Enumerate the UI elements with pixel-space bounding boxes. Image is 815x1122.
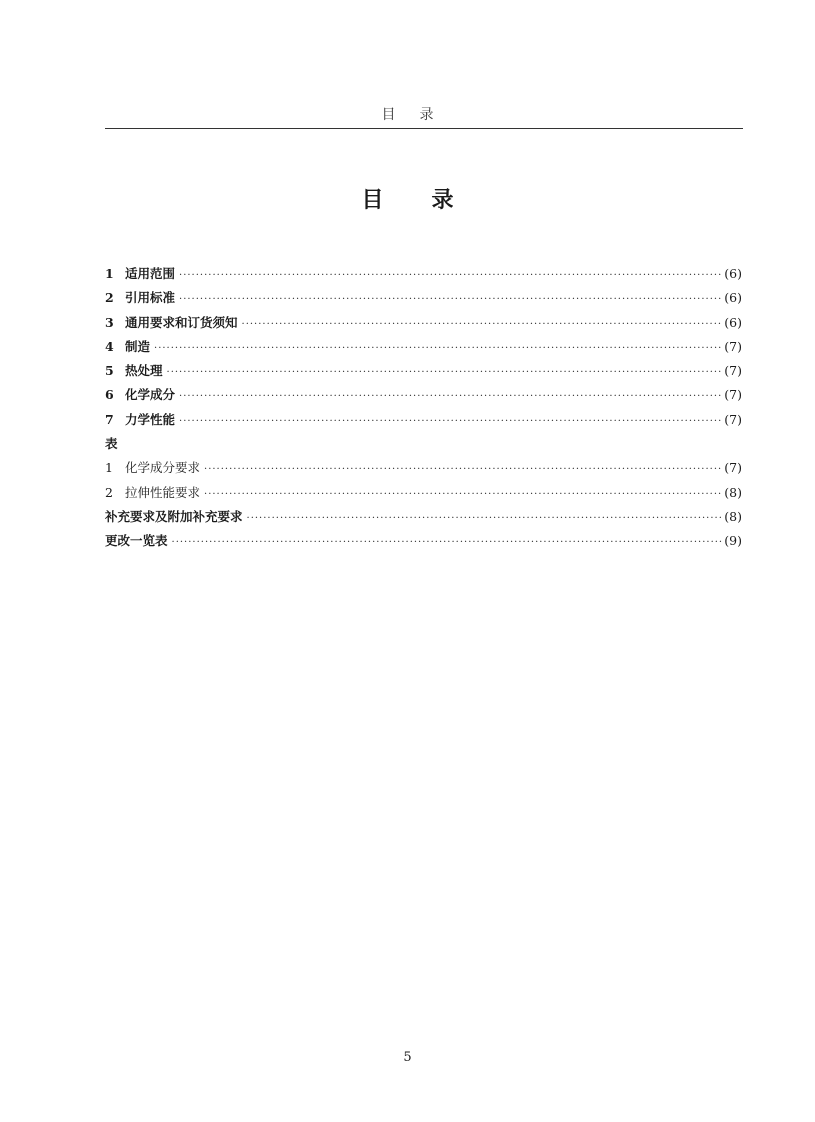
- toc-entry-label: 力学性能: [125, 411, 176, 427]
- toc-entry-page: (6): [724, 266, 742, 281]
- toc-appendix-entry-2[interactable]: [105, 529, 742, 553]
- toc-entry-6[interactable]: [105, 383, 742, 407]
- toc-entry-label: 补充要求及附加补充要求: [105, 508, 243, 524]
- toc-entry-number: 6: [105, 387, 114, 403]
- toc-leader-dots: [154, 337, 722, 361]
- toc-entry-label: 化学成分要求: [125, 460, 201, 476]
- toc-entry-page: (6): [724, 290, 742, 306]
- toc-leader-dots: [204, 458, 722, 482]
- table-of-contents: [105, 262, 742, 554]
- toc-entry-page: (7): [724, 411, 742, 427]
- tables-heading: 表: [105, 436, 118, 452]
- toc-leader-dots: [179, 288, 722, 312]
- toc-leader-dots: [204, 483, 722, 507]
- running-header: 目录: [381, 107, 458, 123]
- toc-entry-number: 1: [105, 266, 114, 281]
- toc-entry-page: (6): [724, 314, 742, 330]
- toc-entry-page: (7): [724, 363, 742, 379]
- toc-entry-label: 更改一览表: [105, 533, 168, 549]
- toc-leader-dots: [179, 385, 722, 409]
- toc-entry-number: 7: [105, 411, 114, 427]
- toc-leader-dots: [179, 264, 722, 288]
- page-number: 5: [403, 1050, 412, 1065]
- toc-entry-number: 3: [105, 314, 114, 330]
- toc-entry-label: 适用范围: [125, 266, 176, 281]
- toc-entry-number: 4: [105, 338, 114, 354]
- toc-entry-page: (7): [724, 338, 742, 354]
- page-title: 目录: [361, 187, 502, 213]
- toc-leader-dots: [179, 410, 722, 434]
- toc-entry-4[interactable]: [105, 335, 742, 359]
- toc-entry-label: 拉伸性能要求: [125, 484, 201, 500]
- toc-entry-7[interactable]: [105, 408, 742, 432]
- toc-leader-dots: [242, 313, 723, 337]
- toc-entry-page: (8): [724, 484, 742, 500]
- toc-entry-1[interactable]: [105, 262, 742, 286]
- toc-entry-number: 5: [105, 363, 114, 379]
- toc-leader-dots: [167, 361, 723, 385]
- toc-entry-page: (8): [724, 508, 742, 524]
- toc-entry-number: 2: [105, 484, 113, 500]
- toc-leader-dots: [172, 531, 723, 555]
- header-rule: [105, 128, 743, 129]
- toc-entry-label: 引用标准: [125, 290, 176, 306]
- toc-appendix-entry-1[interactable]: [105, 505, 742, 529]
- toc-entry-2[interactable]: [105, 286, 742, 310]
- toc-entry-label: 通用要求和订货须知: [125, 314, 238, 330]
- toc-table-entry-1[interactable]: [105, 456, 742, 480]
- toc-entry-5[interactable]: [105, 359, 742, 383]
- toc-entry-label: 热处理: [125, 363, 163, 379]
- toc-entry-page: (9): [724, 533, 742, 549]
- toc-leader-dots: [247, 507, 723, 531]
- toc-table-entry-2[interactable]: [105, 481, 742, 505]
- toc-entry-number: 2: [105, 290, 114, 306]
- toc-entry-label: 化学成分: [125, 387, 176, 403]
- toc-entry-3[interactable]: [105, 311, 742, 335]
- toc-entry-page: (7): [724, 460, 742, 476]
- toc-entry-number: 1: [105, 460, 113, 476]
- toc-entry-label: 制造: [125, 338, 151, 354]
- toc-entry-page: (7): [724, 387, 742, 403]
